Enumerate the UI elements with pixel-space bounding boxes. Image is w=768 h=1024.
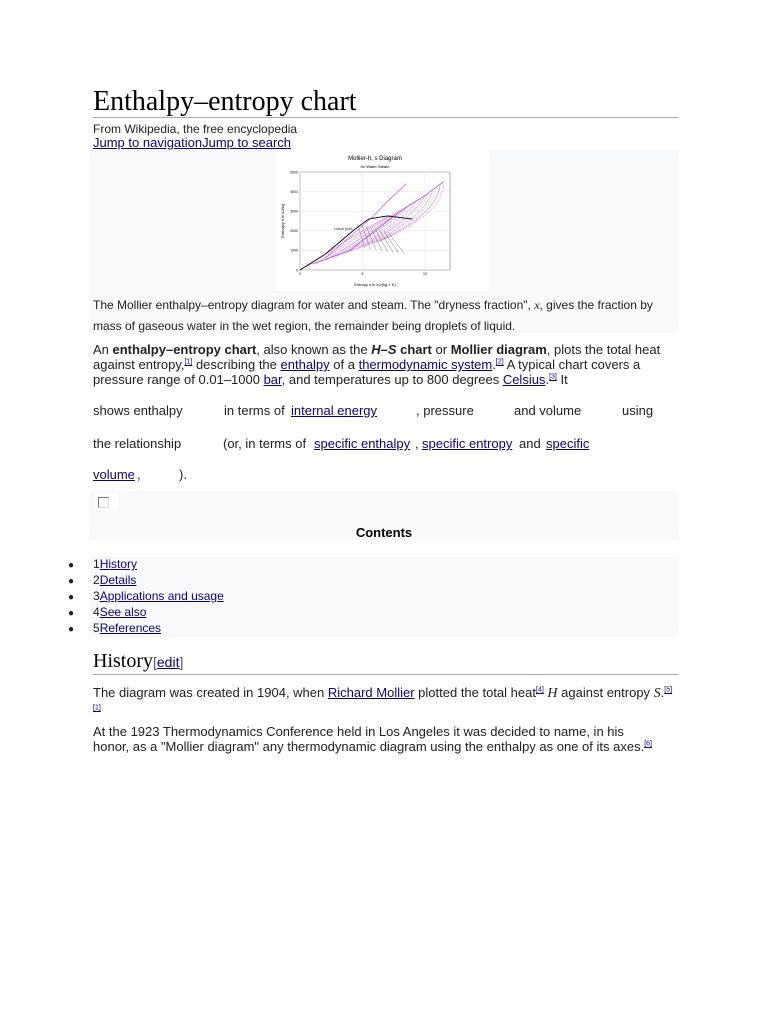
bullet-icon: ● [68,576,75,587]
toc-number: 5 [93,621,100,635]
intro-text: , also known as the [256,342,372,357]
richard-mollier-link[interactable]: Richard Mollier [327,685,415,700]
title-divider [93,117,678,118]
relationship-text: the relationship [93,436,182,451]
toc-item-history[interactable] [93,557,137,571]
intro-paragraph [93,342,673,387]
toc-number: 4 [93,605,100,619]
citation-link[interactable]: [1] [93,704,101,712]
y-tick-label: 4000 [290,189,298,194]
math-variable-h: H [547,686,558,701]
and-text: and [519,436,541,451]
toc-number: 3 [93,589,100,603]
edit-section-link[interactable]: edit [156,654,180,670]
checkbox-icon [98,497,109,508]
bullet-icon: ● [68,624,75,635]
section-heading-history [93,650,183,673]
caption-text-2: , gives the fraction by mass of gaseous water in the wet region, the remainder being droplets of liquid. [93,298,653,333]
intro-bold-h: H [371,342,381,357]
jump-to-navigation-link[interactable]: Jump to navigation [93,135,203,150]
toc-item-applications[interactable] [93,589,224,603]
intro-text: , plots the total heat against entropy, [93,342,661,372]
shows-text-1: shows enthalpy [93,403,183,418]
edit-section [153,654,183,670]
intro-text: It [556,372,568,387]
y-tick-label: 5000 [290,170,298,175]
intro-text: of a [329,357,359,372]
mollier-chart [276,150,490,291]
bullet-icon: ● [68,608,75,619]
closing-text: ). [179,467,187,482]
shows-text-2: in terms of [224,403,285,418]
celsius-link[interactable]: Celsius [502,372,546,387]
specific-entropy-link[interactable]: specific entropy [422,436,513,451]
x-tick-label: 10 [423,272,427,276]
plot-frame [300,172,450,270]
citation-link[interactable]: [3] [549,373,557,381]
chart-subtitle: for Water Steam [360,164,390,169]
x-tick-label: 5 [361,272,364,276]
comma-text: , [137,467,141,482]
volume-link[interactable]: volume [93,467,135,482]
page-title: Enthalpy–entropy chart [93,86,357,117]
intro-bold-s: S [387,342,397,357]
bullet-icon: ● [68,592,75,603]
specific-enthalpy-link[interactable]: specific enthalpy [314,436,411,451]
chart-xlabel: Entropy s in kJ/(kg × K) [354,282,396,287]
jump-to-search-link[interactable]: Jump to search [202,135,291,150]
intro-bold-mollier: Mollier diagram [450,342,547,357]
y-tick-label: 0 [296,268,298,273]
bullet-icon: ● [68,560,75,571]
toc-number: 2 [93,573,100,587]
intro-text: . [492,357,496,372]
figure-thumbnail [90,150,678,333]
relationship-text-2: (or, in terms of [223,436,307,451]
toc-item-details[interactable] [93,573,136,587]
history-text: At the 1923 Thermodynamics Conference held in Los Angeles it was decided to name, in his honor, as a "Mollier diagram" any thermodynamic diagram using the enthalpy as one of its axes. [93,724,645,754]
intro-text: or [431,342,451,357]
intro-text: , and temperatures up to 800 degrees [281,372,503,387]
figure-caption [93,295,675,337]
history-text: The diagram was created in 1904, when [93,685,328,700]
intro-text: . [545,372,550,387]
x-tick-label: 0 [299,272,301,276]
shows-text-4: and volume [514,403,582,418]
history-text: plotted the total heat [414,685,536,700]
y-tick-label: 1000 [290,248,298,253]
citation-link[interactable]: [5] [664,686,673,694]
mollier-chart-image[interactable] [276,150,490,291]
jump-links [93,135,291,150]
intro-text: describing the [192,357,281,372]
math-variable-s: S [653,686,661,701]
citation-link[interactable]: [2] [495,358,504,366]
history-paragraph-1 [93,684,673,719]
toc-title: Contents [355,525,413,540]
toc-item-references[interactable] [93,621,161,635]
citation-link[interactable]: [1] [184,358,193,366]
history-text: against entropy [557,685,654,700]
toc-link-applications[interactable]: Applications and usage [99,589,224,603]
intro-bold-dash: – [380,342,388,357]
bracket: ] [179,654,184,670]
caption-text-1: The Mollier enthalpy–entropy diagram for water and steam. The "dryness fraction", [93,298,535,312]
toc-number: 1 [93,557,100,571]
toc-toggle-checkbox[interactable] [94,493,118,511]
shows-text-3: , pressure [416,403,474,418]
intro-text: A typical chart covers a pressure range of 0.01–1000 [93,357,641,387]
citation-link[interactable]: [4] [536,686,544,694]
history-text: . [660,685,665,700]
section-divider [93,674,678,675]
bracket: [ [153,654,157,670]
intro-text: An [93,342,113,357]
thermodynamic-system-link[interactable]: thermodynamic system [358,357,493,372]
enthalpy-link[interactable]: enthalpy [280,357,330,372]
specific-link[interactable]: specific [546,436,590,451]
y-tick-label: 3000 [290,209,298,214]
chart-title: Mollier-h, s Diagram [348,156,402,162]
toc-link-see-also[interactable]: See also [99,605,147,619]
toc-box [90,491,678,540]
chart-annotation: critical point [334,227,353,231]
history-paragraph-2 [93,724,653,754]
intro-bold-chart: chart [396,342,432,357]
site-tagline: From Wikipedia, the free encyclopedia [93,122,298,136]
internal-energy-link[interactable]: internal energy [291,403,377,418]
intro-bold-term: enthalpy–entropy chart [112,342,257,357]
toc-link-history[interactable]: History [99,557,138,571]
heading-text: History [93,650,153,672]
y-tick-label: 2000 [290,229,298,234]
chart-ylabel: Enthalpy h in kJ/kg [280,204,285,238]
toc-link-references[interactable]: References [99,621,162,635]
citation-link[interactable]: [6] [644,740,652,748]
comma-text: , [415,436,419,451]
toc-link-details[interactable]: Details [99,573,137,587]
shows-text-5: using [622,403,654,418]
toc-item-see-also[interactable] [93,605,146,619]
bar-link[interactable]: bar [263,372,282,387]
caption-variable-x: x [534,298,540,312]
